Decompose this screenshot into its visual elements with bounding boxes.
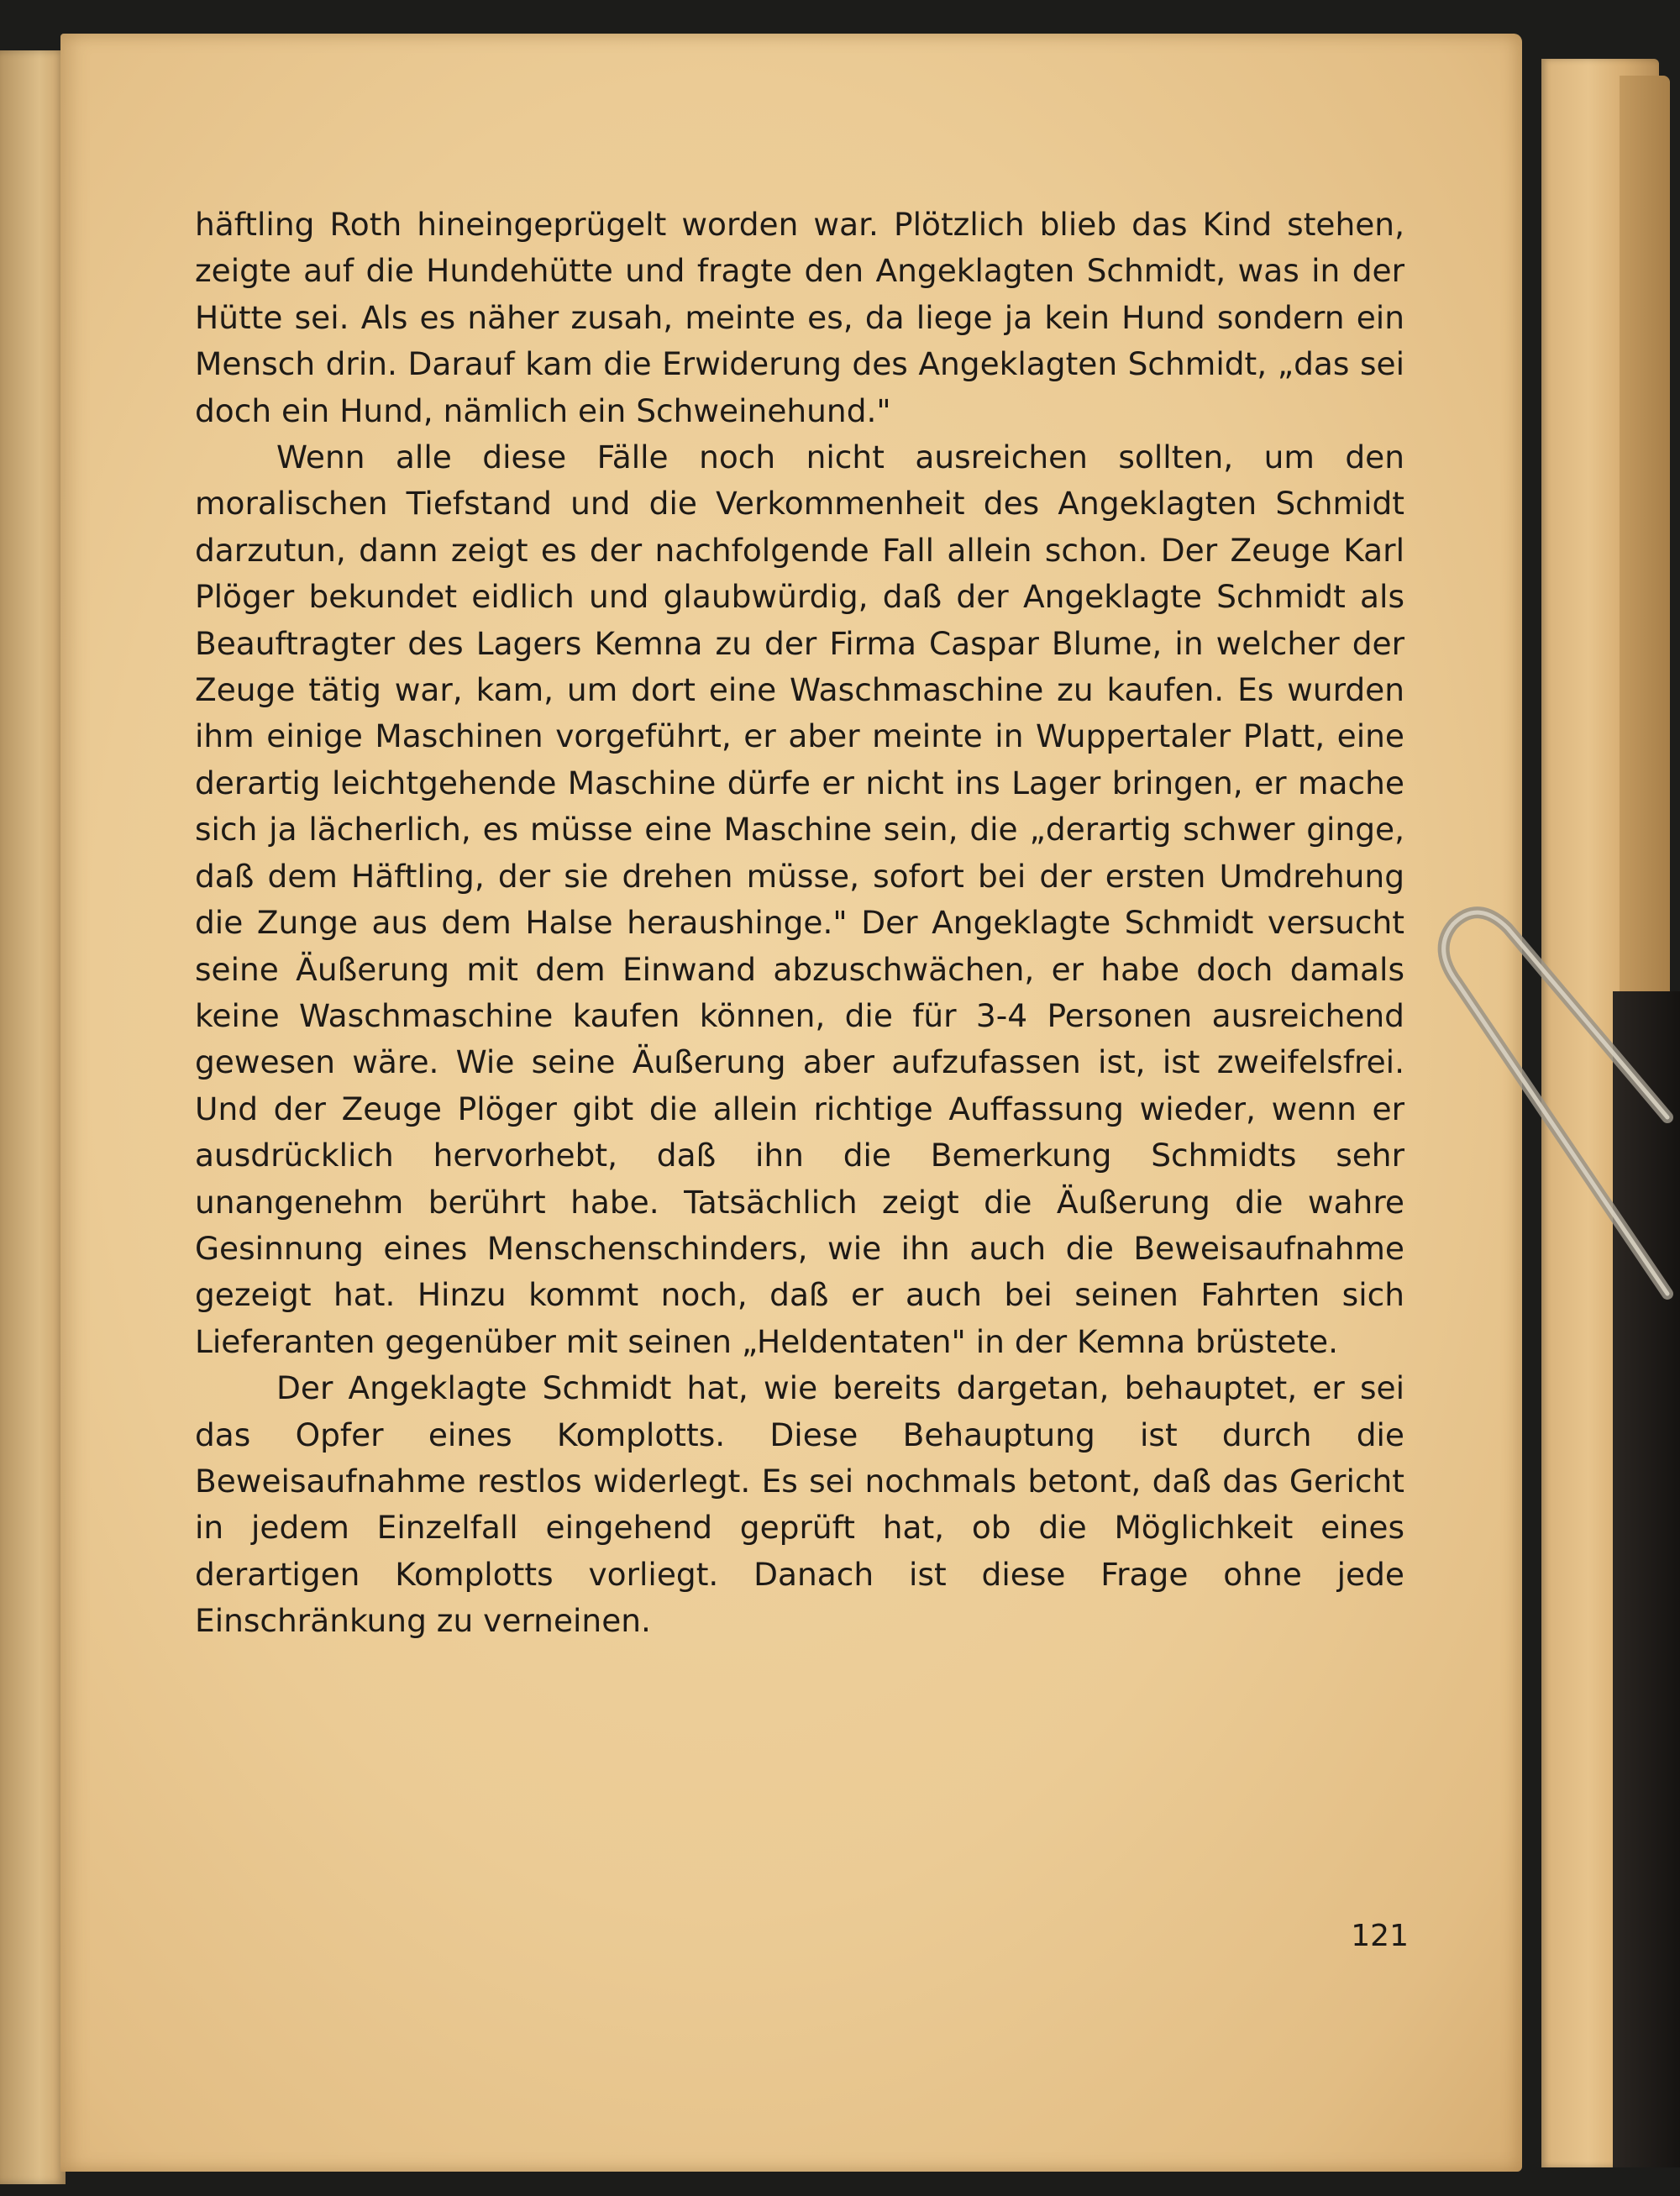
paragraph-komplott: Der Angeklagte Schmidt hat, wie bereits dargetan, behauptet, er sei das Opfer eines Komplotts. Diese Behauptung ist durch die Beweisaufnahme restlos widerlegt. Es sei nochmals betont, daß das Gericht in jedem Einzelfall eingehend geprüft hat, ob die Möglichkeit eines derartigen Komplotts vorliegt. Danach ist diese Frage ohne jede Einschränkung zu verneinen.	[195, 1369, 1404, 1640]
page-number: 121	[1351, 1919, 1409, 1953]
previous-page-edge	[0, 50, 66, 2184]
paper-clip-icon	[1428, 899, 1680, 1369]
book-page	[60, 34, 1522, 2172]
paragraph-ploger-testimony: Wenn alle diese Fälle noch nicht ausreichen sollten, um den moralischen Tiefstand und die Verkommenheit des Angeklagten Schmidt darzutun, dann zeigt es der nachfolgende Fall allein schon. Der Zeuge Karl Plöger bekundet eidlich und glaubwürdig, daß der Angeklagte Schmidt als Beauftragter des Lagers Kemna zu der Firma Caspar Blume, in welcher der Zeuge tätig war, kam, um dort eine Waschmaschine zu kaufen. Es wurden ihm einige Maschinen vorgeführt, er aber meinte in Wuppertaler Platt, eine derartig leichtgehende Maschine dürfe er nicht ins Lager bringen, er mache sich ja lächerlich, es müsse eine Maschine sein, die „derartig schwer ginge, daß dem Häftling, der sie drehen müsse, sofort bei der ersten Umdrehung die Zunge aus dem Halse heraushinge." Der Angeklagte Schmidt versucht seine Äußerung mit dem Einwand abzuschwächen, er habe doch damals keine Waschmaschine kaufen können, die für 3-4 Personen ausreichend gewesen wäre. Wie seine Äußerung aber aufzufassen ist, ist zweifelsfrei. Und der Zeuge Plöger gibt die allein richtige Auffassung wieder, wenn er ausdrücklich hervorhebt, daß ihn die Bemerkung Schmidts sehr unangenehm berührt habe. Tatsächlich zeigt die Äußerung die wahre Gesinnung eines Menschenschinders, wie ihn auch die Beweisaufnahme gezeigt hat. Hinzu kommt noch, daß er auch bei seinen Fahrten sich Lieferanten gegenüber mit seinen „Heldentaten" in der Kemna brüstete.	[195, 439, 1404, 1360]
paragraph-continued: häftling Roth hineingeprügelt worden war. Plötzlich blieb das Kind stehen, zeigte auf die Hundehütte und fragte den Angeklagten Schmidt, was in der Hütte sei. Als es näher zusah, meinte es, da liege ja kein Hund sondern ein Mensch drin. Darauf kam die Erwiderung des Angeklagten Schmidt, „das sei doch ein Hund, nämlich ein Schweinehund."	[195, 206, 1404, 429]
body-text	[195, 202, 1404, 1645]
